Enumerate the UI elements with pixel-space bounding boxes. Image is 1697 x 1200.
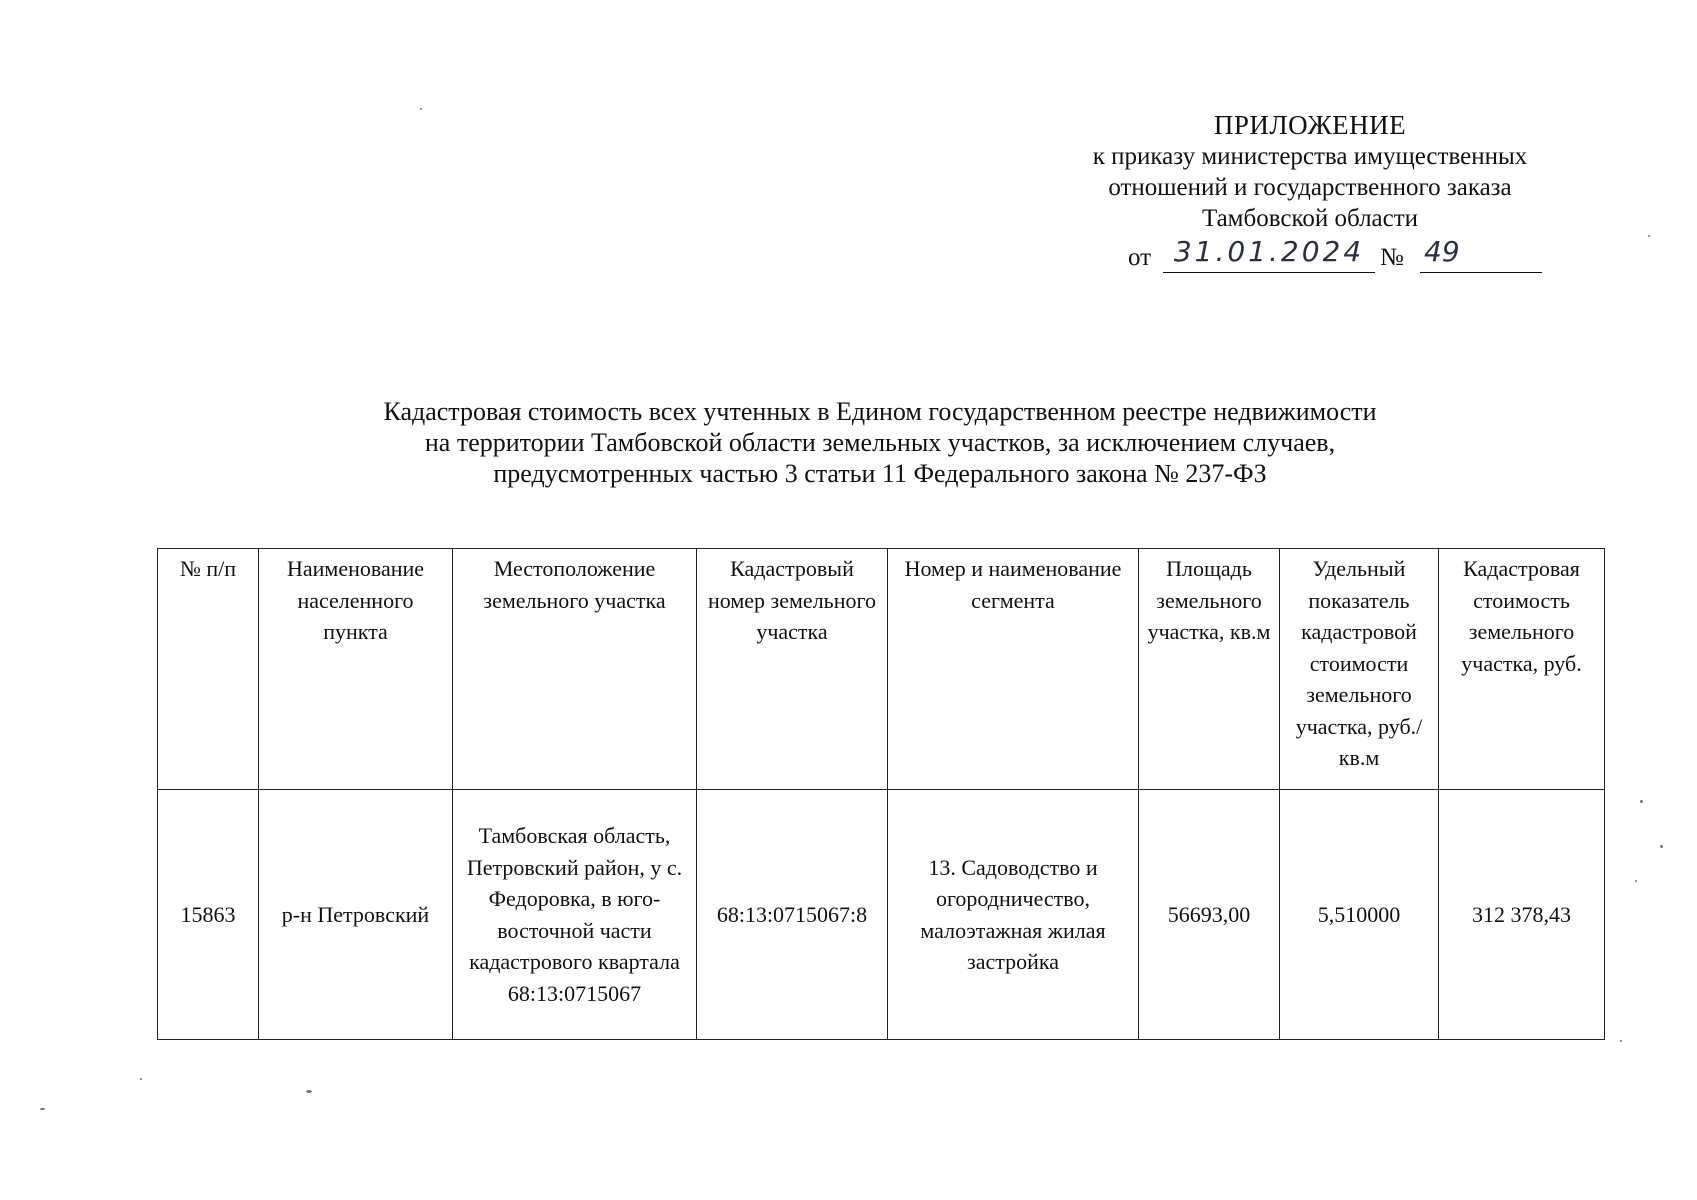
- number-label: №: [1380, 244, 1404, 271]
- cell-unit-value: 5,510000: [1280, 790, 1439, 1040]
- heading-line-1: Кадастровая стоимость всех учтенных в Едином государственном реестре недвижимости: [383, 397, 1377, 426]
- scan-speck: [1635, 880, 1637, 882]
- appendix-line-1: к приказу министерства имущественных: [1092, 143, 1528, 170]
- cell-segment: 13. Садоводство и огородничество, малоэтажная жилая застройка: [888, 790, 1139, 1040]
- cell-cadastral-number: 68:13:0715067:8: [697, 790, 888, 1040]
- heading-line-3: предусмотренных частью 3 статьи 11 Федерального закона № 237-ФЗ: [493, 459, 1267, 488]
- appendix-title: ПРИЛОЖЕНИЕ: [1213, 110, 1407, 140]
- header-cadastral-value: Кадастровая стоимость земельного участка, руб.: [1439, 549, 1605, 790]
- header-unit-value: Удельный показатель кадастровой стоимости земельного участка, руб./кв.м: [1280, 549, 1439, 790]
- header-area: Площадь земельного участка, кв.м: [1139, 549, 1280, 790]
- document-heading: [250, 396, 1510, 489]
- scan-speck: [40, 1108, 45, 1110]
- appendix-block: [1060, 110, 1560, 274]
- date-field: [1163, 235, 1375, 273]
- header-settlement: Наименование населенного пункта: [259, 549, 453, 790]
- number-field: [1420, 235, 1542, 273]
- cell-area: 56693,00: [1139, 790, 1280, 1040]
- scan-speck: [1640, 800, 1643, 803]
- cadastral-value-table: [157, 548, 1605, 1040]
- header-segment: Номер и наименование сегмента: [888, 549, 1139, 790]
- header-location: Местоположение земельного участка: [453, 549, 697, 790]
- cell-location: Тамбовская область, Петровский район, у с. Федоровка, в юго-восточной части кадастрового квартала 68:13:0715067: [453, 790, 697, 1040]
- handwritten-number: 49: [1424, 235, 1460, 268]
- cell-settlement: р-н Петровский: [259, 790, 453, 1040]
- handwritten-date: 31.01.2024: [1173, 235, 1365, 268]
- scan-speck: [1648, 235, 1650, 237]
- scan-speck: [306, 1090, 312, 1093]
- scan-speck: [140, 1078, 142, 1080]
- header-num: № п/п: [158, 549, 259, 790]
- appendix-line-3: Тамбовской области: [1201, 205, 1419, 232]
- heading-line-2: на территории Тамбовской области земельных участков, за исключением случаев,: [424, 428, 1336, 457]
- appendix-line-2: отношений и государственного заказа: [1108, 174, 1512, 201]
- scan-speck: [1620, 1040, 1622, 1042]
- table-row: [158, 790, 1605, 1040]
- scan-speck: [1660, 845, 1663, 848]
- order-signature-line: [1060, 234, 1560, 274]
- from-label: от: [1128, 244, 1152, 271]
- cell-num: 15863: [158, 790, 259, 1040]
- cell-cadastral-value: 312 378,43: [1439, 790, 1605, 1040]
- header-cadastral-number: Кадастровый номер земельного участка: [697, 549, 888, 790]
- table-header-row: [158, 549, 1605, 790]
- scan-speck: [420, 108, 422, 110]
